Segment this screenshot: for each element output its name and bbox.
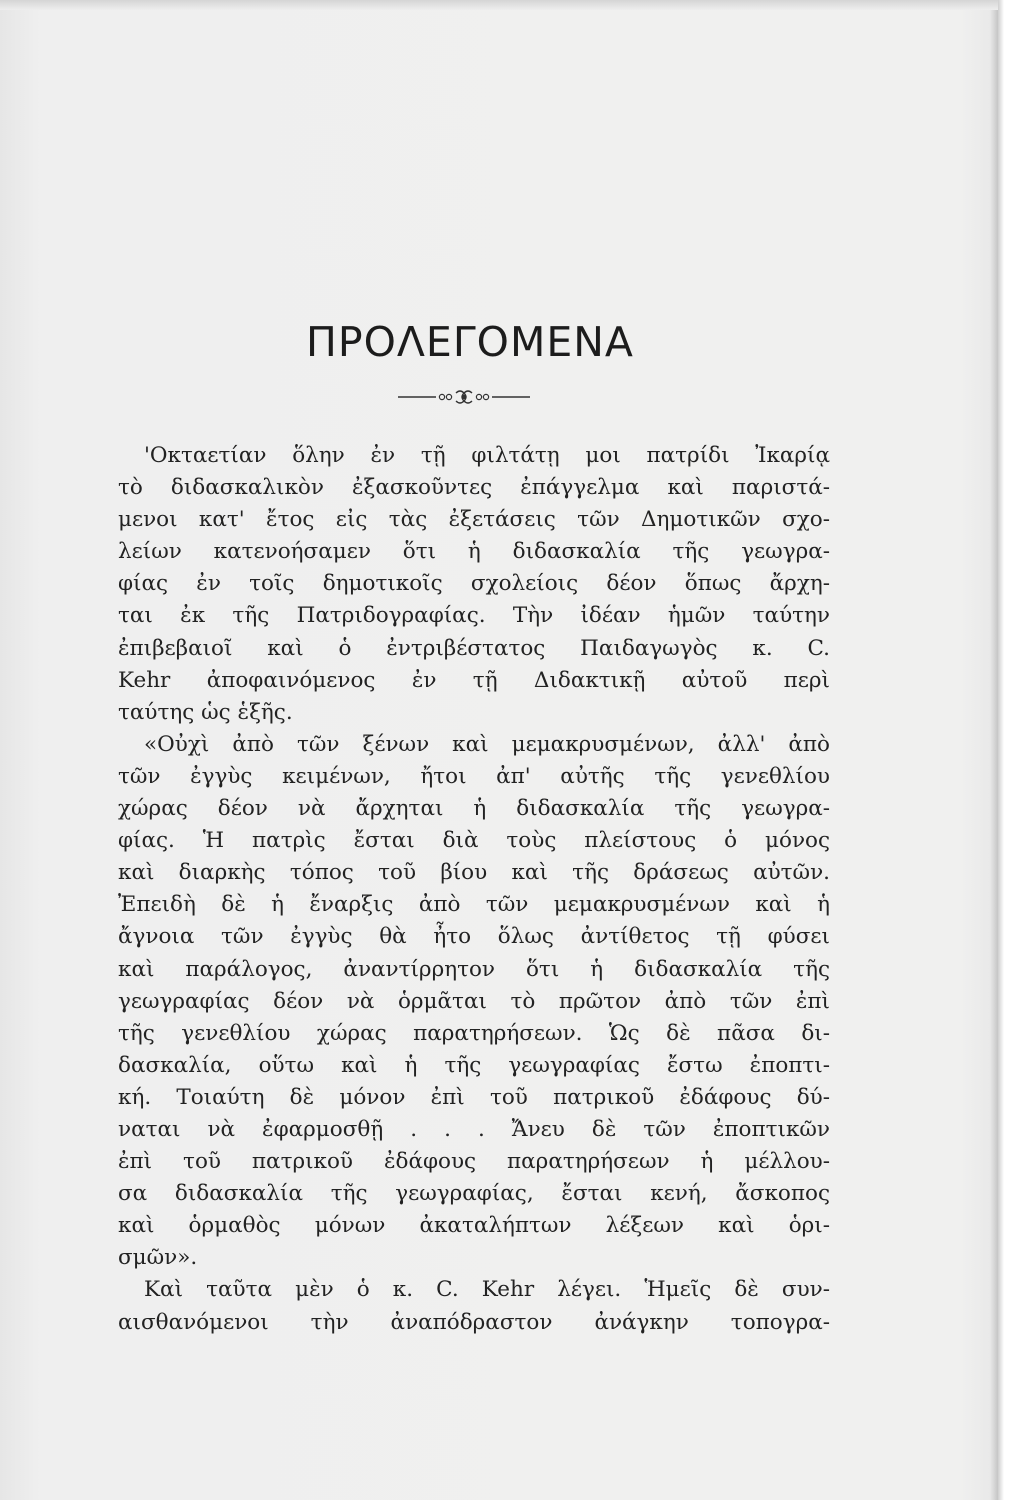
body-text	[118, 440, 830, 1339]
text-line: ἄγνοια τῶν ἐγγὺς θὰ ἦτο ὅλως ἀντίθετος τῇ φύσει	[118, 924, 830, 950]
text-line: καὶ παράλογος, ἀναντίρρητον ὅτι ἡ διδασκαλία τῆς	[118, 956, 830, 982]
text-line: καὶ ὁρμαθὸς μόνων ἀκαταλήπτων λέξεων καὶ ὁρι-	[118, 1213, 830, 1239]
text-line: χώρας δέον νὰ ἄρχηται ἡ διδασκαλία τῆς γεωγρα-	[118, 796, 830, 822]
text-line: ναται νὰ ἐφαρμοσθῇ . . . Ἄνευ δὲ τῶν ἐποπτικῶν	[118, 1116, 830, 1142]
page-top-edge	[0, 0, 1012, 10]
text-line: τῆς γενεθλίου χώρας παρατηρήσεων. Ὡς δὲ πᾶσα δι-	[118, 1020, 830, 1046]
page-right-edge	[998, 0, 1012, 1500]
page-title: ΠΡΟΛΕΓΟΜΕΝΑ	[306, 318, 634, 366]
text-line: «Οὐχὶ ἀπὸ τῶν ξένων καὶ μεμακρυσμένων, ἀλλ' ἀπὸ	[144, 731, 830, 757]
text-line: κή. Τοιαύτη δὲ μόνον ἐπὶ τοῦ πατρικοῦ ἐδάφους δύ-	[118, 1084, 830, 1110]
text-line: 'Οκταετίαν ὅλην ἐν τῇ φιλτάτῃ μοι πατρίδι Ἰκαρίᾳ	[144, 443, 830, 468]
text-line: ται ἐκ τῆς Πατριδογραφίας. Τὴν ἰδέαν ἡμῶν ταύτην	[118, 603, 830, 629]
text-line: καὶ διαρκὴς τόπος τοῦ βίου καὶ τῆς δράσεως αὐτῶν.	[118, 860, 830, 886]
text-line: Ἐπειδὴ δὲ ἡ ἔναρξις ἀπὸ τῶν μεμακρυσμένων καὶ ἡ	[118, 892, 830, 918]
text-line: γεωγραφίας δέον νὰ ὁρμᾶται τὸ πρῶτον ἀπὸ τῶν ἐπὶ	[118, 988, 830, 1014]
text-line: αισθανόμενοι τὴν ἀναπόδραστον ἀνάγκην τοπογρα-	[118, 1309, 830, 1335]
text-line: τὸ διδασκαλικὸν ἐξασκοῦντες ἐπάγγελμα καὶ παριστά-	[118, 475, 830, 501]
text-line: φίας. Ἡ πατρὶς ἔσται διὰ τοὺς πλείστους ὁ μόνος	[118, 828, 830, 854]
text-line: μενοι κατ' ἔτος εἰς τὰς ἐξετάσεις τῶν Δημοτικῶν σχο-	[118, 507, 830, 533]
text-line: ταύτης ὡς ἑξῆς.	[118, 699, 293, 725]
text-line: ἐπιβεβαιοῖ καὶ ὁ ἐντριβέστατος Παιδαγωγὸς κ. C.	[118, 635, 830, 661]
text-line: ἐπὶ τοῦ πατρικοῦ ἐδάφους παρατηρήσεων ἡ μέλλου-	[118, 1149, 830, 1175]
title-ornament-divider	[398, 387, 530, 405]
text-line: δασκαλία, οὕτω καὶ ἡ τῆς γεωγραφίας ἔστω ἐποπτι-	[118, 1052, 830, 1078]
text-line: λείων κατενοήσαμεν ὅτι ἡ διδασκαλία τῆς γεωγρα-	[118, 539, 830, 565]
text-line: φίας ἐν τοῖς δημοτικοῖς σχολείοις δέον ὅπως ἄρχη-	[118, 571, 830, 597]
text-line: Καὶ ταῦτα μὲν ὁ κ. C. Kehr λέγει. Ἡμεῖς δὲ συν-	[144, 1277, 830, 1303]
text-line: σα διδασκαλία τῆς γεωγραφίας, ἔσται κενή, ἄσκοπος	[118, 1181, 830, 1207]
text-line: σμῶν».	[118, 1245, 198, 1271]
text-line: τῶν ἐγγὺς κειμένων, ἤτοι ἀπ' αὐτῆς τῆς γενεθλίου	[118, 763, 830, 789]
text-line: Kehr ἀποφαινόμενος ἐν τῇ Διδακτικῇ αὐτοῦ περὶ	[118, 667, 830, 693]
